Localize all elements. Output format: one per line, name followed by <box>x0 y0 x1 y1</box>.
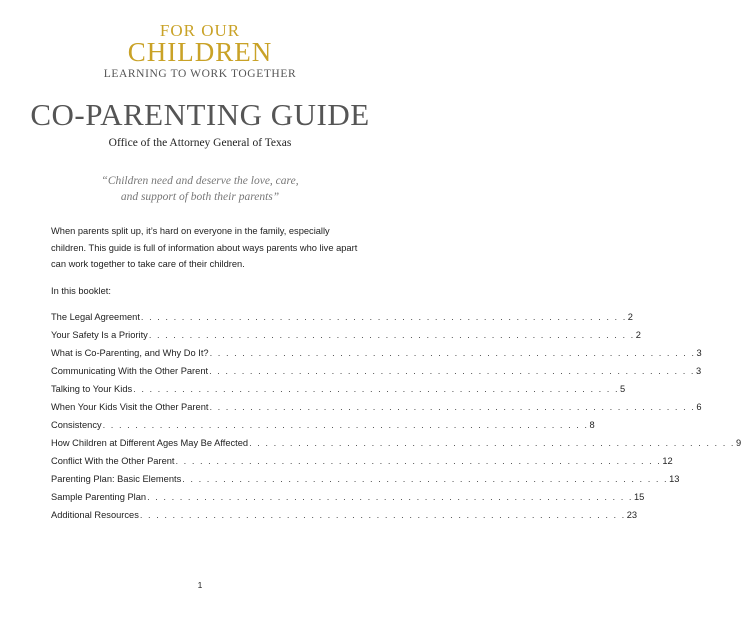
quote <box>60 173 340 205</box>
toc-item-page: 2 <box>635 330 641 340</box>
toc-item-label: When Your Kids Visit the Other Parent <box>51 402 209 412</box>
toc-item-page: 9 <box>735 438 741 448</box>
page-number: 1 <box>197 580 203 590</box>
toc-item[interactable] <box>51 492 645 510</box>
toc-dot-leader: . . . . . . . . . . . . . . . . . . . . . . . . . . . . . . . . . . . . . . . . . . . . . . . . . . . . . . . . . . . . <box>147 492 633 502</box>
toc-item[interactable] <box>51 438 741 456</box>
toc-item[interactable] <box>51 366 702 384</box>
toc-item-label: Conflict With the Other Parent <box>51 456 175 466</box>
page-title: CO-PARENTING GUIDE <box>30 97 370 132</box>
toc-dot-leader: . . . . . . . . . . . . . . . . . . . . . . . . . . . . . . . . . . . . . . . . . . . . . . . . . . . . . . . . . . . . <box>182 474 669 484</box>
logo-line-children: CHILDREN <box>127 37 273 67</box>
toc-item-label: How Children at Different Ages May Be Affected <box>51 438 249 448</box>
toc-item[interactable] <box>51 348 702 366</box>
toc-dot-leader: . . . . . . . . . . . . . . . . . . . . . . . . . . . . . . . . . . . . . . . . . . . . . . . . . . . . . . . . . . . . <box>249 438 735 448</box>
toc-item[interactable] <box>51 402 702 420</box>
toc-item-page: 6 <box>696 402 702 412</box>
toc-item-page: 5 <box>620 384 626 394</box>
toc-item[interactable] <box>51 456 673 474</box>
toc-item-page: 12 <box>662 456 673 466</box>
toc-item-label: Consistency <box>51 420 102 430</box>
toc-dot-leader: . . . . . . . . . . . . . . . . . . . . . . . . . . . . . . . . . . . . . . . . . . . . . . . . . . . . . . . . . . . . <box>139 510 626 520</box>
toc-dot-leader: . . . . . . . . . . . . . . . . . . . . . . . . . . . . . . . . . . . . . . . . . . . . . . . . . . . . . . . . . . . . <box>140 312 627 322</box>
toc-item-label: Your Safety Is a Priority <box>51 330 148 340</box>
toc-item[interactable] <box>51 420 595 438</box>
toc-item-page: 23 <box>626 510 638 520</box>
toc-item-page: 3 <box>696 348 702 358</box>
toc-dot-leader: . . . . . . . . . . . . . . . . . . . . . . . . . . . . . . . . . . . . . . . . . . . . . . . . . . . . . . . . . . . . <box>209 366 695 376</box>
toc-dot-leader: . . . . . . . . . . . . . . . . . . . . . . . . . . . . . . . . . . . . . . . . . . . . . . . . . . . . . . . . . . . . <box>209 402 696 412</box>
toc-item-label: The Legal Agreement <box>51 312 140 322</box>
toc-item-page: 15 <box>633 492 645 502</box>
quote-line-1: “Children need and deserve the love, care, <box>101 175 299 187</box>
logo-tagline: LEARNING TO WORK TOGETHER <box>103 68 297 80</box>
logo-line-for-our: FOR OUR <box>159 21 241 40</box>
toc-dot-leader: . . . . . . . . . . . . . . . . . . . . . . . . . . . . . . . . . . . . . . . . . . . . . . . . . . . . . . . . . . . . <box>175 456 662 466</box>
toc-item-label: Additional Resources <box>51 510 139 520</box>
toc-item-page: 2 <box>627 312 633 322</box>
toc-item[interactable] <box>51 384 626 402</box>
toc-item[interactable] <box>51 510 638 528</box>
toc-item-label: Talking to Your Kids <box>51 384 133 394</box>
toc-dot-leader: . . . . . . . . . . . . . . . . . . . . . . . . . . . . . . . . . . . . . . . . . . . . . . . . . . . . . . . . . . . . <box>102 420 589 430</box>
toc-item-page: 13 <box>669 474 680 484</box>
toc-dot-leader: . . . . . . . . . . . . . . . . . . . . . . . . . . . . . . . . . . . . . . . . . . . . . . . . . . . . . . . . . . . . <box>133 384 620 394</box>
toc-dot-leader: . . . . . . . . . . . . . . . . . . . . . . . . . . . . . . . . . . . . . . . . . . . . . . . . . . . . . . . . . . . . <box>148 330 635 340</box>
toc-item-label: Sample Parenting Plan <box>51 492 147 502</box>
intro-paragraph: When parents split up, it’s hard on everyone in the family, especially children. This guide is full of information about ways parents who live apart can work together to take care of their children. <box>51 226 358 269</box>
toc-item[interactable] <box>51 474 680 492</box>
table-of-contents <box>51 312 741 528</box>
toc-item-label: Communicating With the Other Parent <box>51 366 209 376</box>
toc-item[interactable] <box>51 312 633 330</box>
toc-item-label: What is Co-Parenting, and Why Do It? <box>51 348 209 358</box>
quote-line-2: and support of both their parents” <box>120 191 280 203</box>
toc-item-page: 3 <box>695 366 702 376</box>
toc-item-page: 8 <box>589 420 595 430</box>
toc-item-label: Parenting Plan: Basic Elements <box>51 474 182 484</box>
booklet-label: In this booklet: <box>51 286 111 296</box>
logo <box>0 22 400 80</box>
page-subtitle: Office of the Attorney General of Texas <box>108 137 292 149</box>
toc-dot-leader: . . . . . . . . . . . . . . . . . . . . . . . . . . . . . . . . . . . . . . . . . . . . . . . . . . . . . . . . . . . . <box>209 348 696 358</box>
toc-item[interactable] <box>51 330 641 348</box>
